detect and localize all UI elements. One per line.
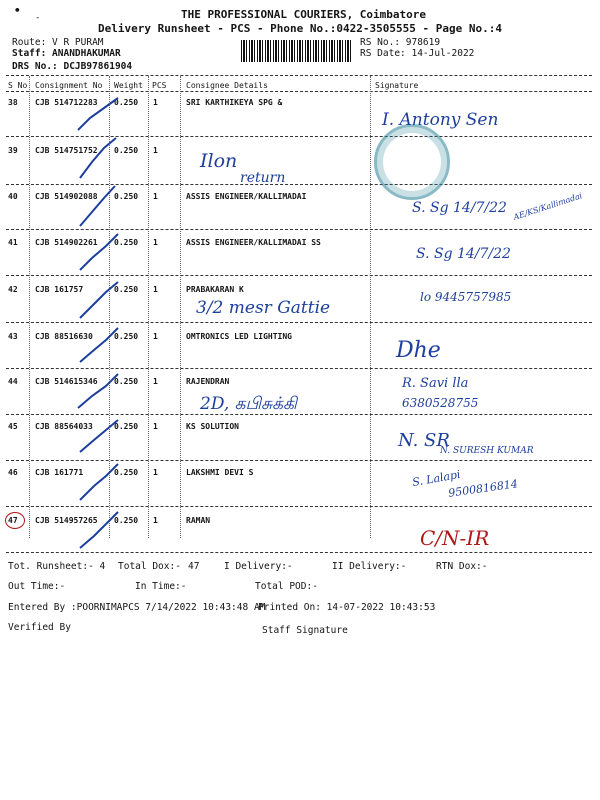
row-consignee: OMTRONICS LED LIGHTING: [186, 332, 292, 341]
row-consignee: RAMAN: [186, 516, 211, 525]
row-weight: 0.250: [114, 238, 139, 247]
row-consignee: PRABAKARAN K: [186, 285, 244, 294]
entered-by: Entered By :POORNIMAPCS 7/14/2022 10:43:48 AM: [8, 602, 266, 613]
note-r47: C/N-IR: [420, 526, 490, 550]
note-r39-2: return: [240, 170, 286, 186]
row-consignment: CJB 161757: [35, 285, 84, 294]
row-sno: 40: [8, 192, 18, 201]
row-sno: 39: [8, 146, 18, 155]
runsheet-title: Delivery Runsheet - PCS - Phone No.:0422-3505555 - Page No.:4: [98, 22, 502, 35]
signature-r46-2: 9500816814: [447, 477, 519, 500]
note-r39-1: Ilon: [200, 150, 238, 172]
route-text: Route: V R PURAM: [12, 37, 104, 48]
row-consignment: CJB 514712283: [35, 98, 98, 107]
row-pcs: 1: [153, 468, 158, 477]
tot-runsheet: Tot. Runsheet:- 4: [8, 561, 106, 572]
row-consignment: CJB 161771: [35, 468, 84, 477]
bullet-mark: •: [14, 4, 21, 17]
row-sno: 44: [8, 377, 18, 386]
row-pcs: 1: [153, 146, 158, 155]
tick-mark: [80, 420, 118, 452]
row-pcs: 1: [153, 285, 158, 294]
row-consignee: RAJENDRAN: [186, 377, 230, 386]
row-consignment: CJB 514615346: [35, 377, 98, 386]
tick-mark: [80, 138, 116, 178]
tick-mark: [80, 512, 118, 548]
company-rubber-stamp: [374, 124, 450, 200]
row-consignee: ASSIS ENGINEER/KALLIMADAI SS: [186, 238, 321, 247]
col-sno: S No: [8, 81, 28, 90]
row-pcs: 1: [153, 98, 158, 107]
row-consignee: SRI KARTHIKEYA SPG &: [186, 98, 283, 107]
col-consignee: Consignee Details: [186, 81, 268, 90]
in-time: In Time:-: [135, 581, 187, 592]
tick-mark: [78, 98, 118, 130]
row-pcs: 1: [153, 516, 158, 525]
staff-signature: Staff Signature: [262, 625, 348, 636]
row-consignment: CJB 514902261: [35, 238, 98, 247]
signature-r45-1: N. SR: [398, 430, 450, 451]
signature-r44-2: 6380528755: [402, 396, 479, 410]
signature-r40: S. Sg 14/7/22: [412, 200, 507, 216]
row-sno: 43: [8, 332, 18, 341]
row-weight: 0.250: [114, 516, 139, 525]
row-pcs: 1: [153, 377, 158, 386]
row-consignee: KS SOLUTION: [186, 422, 239, 431]
rs-number: RS No.: 978619: [360, 37, 441, 48]
row-weight: 0.250: [114, 422, 139, 431]
row-sno: 46: [8, 468, 18, 477]
signature-r45-2: N. SURESH KUMAR: [440, 446, 534, 456]
row-sno: 41: [8, 238, 18, 247]
note-r44: 2D, கபிசுக்கி: [200, 394, 297, 414]
tick-mark: [80, 464, 118, 500]
tick-mark: [80, 186, 115, 226]
col-consignment: Consignment No: [35, 81, 103, 90]
verified-by: Verified By: [8, 622, 71, 633]
staff-text: Staff: ANANDHAKUMAR: [12, 48, 121, 59]
ii-delivery: II Delivery:-: [332, 561, 407, 572]
total-dox-label: Total Dox:-: [118, 561, 181, 572]
row-pcs: 1: [153, 332, 158, 341]
note-r40: AE/KS/Kallimadai: [512, 191, 584, 222]
row-consignment: CJB 514957265: [35, 516, 98, 525]
col-signature: Signature: [375, 81, 419, 90]
i-delivery: I Delivery:-: [224, 561, 293, 572]
dot-mark: -: [35, 13, 41, 23]
row-consignment: CJB 88516630: [35, 332, 93, 341]
row-pcs: 1: [153, 192, 158, 201]
out-time: Out Time:-: [8, 581, 66, 592]
row-consignment: CJB 88564033: [35, 422, 93, 431]
tick-mark: [80, 234, 118, 270]
total-dox-value: 47: [188, 561, 200, 572]
col-pcs: PCS: [152, 81, 167, 90]
row-weight: 0.250: [114, 377, 139, 386]
tick-mark: [80, 328, 118, 362]
row-weight: 0.250: [114, 146, 139, 155]
drs-number: DRS No.: DCJB97861904: [12, 61, 133, 72]
signature-r46-1: S. Lalapi: [411, 467, 462, 490]
row-sno: 47: [8, 516, 18, 525]
row-sno: 42: [8, 285, 18, 294]
row-sno: 38: [8, 98, 18, 107]
signature-r43: Dhe: [396, 338, 441, 363]
total-pod: Total POD:-: [255, 581, 318, 592]
rtn-dox: RTN Dox:-: [436, 561, 488, 572]
company-title: THE PROFESSIONAL COURIERS, Coimbatore: [181, 8, 427, 21]
row-consignee: LAKSHMI DEVI S: [186, 468, 254, 477]
rs-date: RS Date: 14-Jul-2022: [360, 48, 475, 59]
tick-mark: [80, 282, 118, 318]
row-consignment: CJB 514751752: [35, 146, 98, 155]
tick-mark: [78, 374, 118, 408]
signature-r42: lo 9445757985: [420, 290, 512, 304]
row-pcs: 1: [153, 238, 158, 247]
printed-on: Printed On: 14-07-2022 10:43:53: [258, 602, 436, 613]
signature-r41: S. Sg 14/7/22: [416, 246, 511, 262]
row-weight: 0.250: [114, 468, 139, 477]
col-weight: Weight: [114, 81, 143, 90]
row-weight: 0.250: [114, 98, 139, 107]
row-sno: 45: [8, 422, 18, 431]
row-weight: 0.250: [114, 285, 139, 294]
row-consignment: CJB 514902088: [35, 192, 98, 201]
row-consignee: ASSIS ENGINEER/KALLIMADAI: [186, 192, 307, 201]
signature-r44-1: R. Savi lla: [402, 376, 469, 391]
row-weight: 0.250: [114, 332, 139, 341]
row-weight: 0.250: [114, 192, 139, 201]
signature-r38: I. Antony Sen: [382, 110, 499, 130]
row-pcs: 1: [153, 422, 158, 431]
note-r42: 3/2 mesr Gattie: [196, 298, 331, 318]
